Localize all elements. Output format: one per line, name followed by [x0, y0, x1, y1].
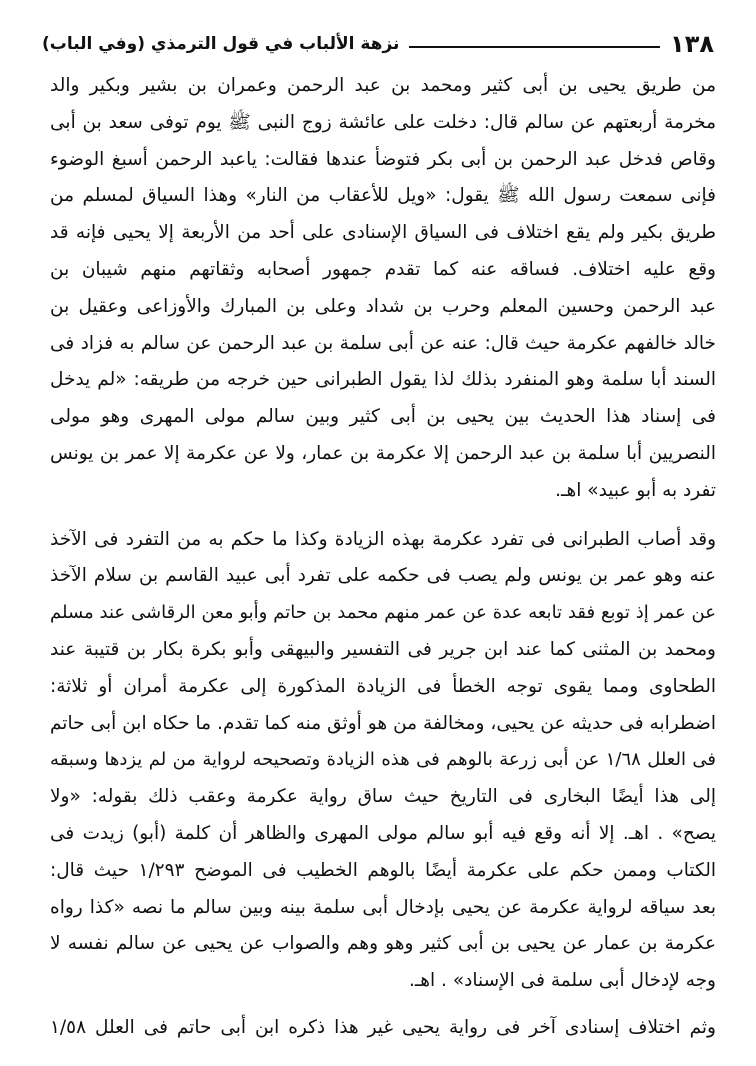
text-line: فى العلل ١/٦٨ عن أبى زرعة بالوهم فى هذه الزيادة وتصحيحه لرواية من لم يزدها وسبقه	[50, 749, 716, 771]
text-line: تفرد به أبو عبيد» اهـ.	[555, 479, 716, 501]
paragraph	[50, 522, 716, 1000]
text-line: الكتاب وممن حكم على عكرمة أيضًا بالوهم الخطيب فى الموضح ١/٢٩٣ حيث قال:	[50, 859, 716, 881]
text-line: فى إسناد هذا الحديث بين يحيى بن أبى كثير وبين سالم مولى المهرى وهو مولى	[50, 406, 716, 428]
text-line: مخرمة أربعتهم عن سالم قال: دخلت على عائشة زوج النبى ﷺ يوم توفى سعد بن أبى	[50, 111, 716, 133]
paragraph-gap	[50, 510, 716, 522]
paragraph	[50, 68, 716, 510]
text-line: وثم اختلاف إسنادى آخر فى رواية يحيى غير هذا ذكره ابن أبى حاتم فى العلل ١/٥٨	[50, 1016, 716, 1038]
paragraph-gap	[50, 1000, 716, 1010]
text-line: خالد خالفهم عكرمة حيث قال: عنه عن أبى سلمة بن عبد الرحمن عن سالم به فزاد فى	[50, 332, 716, 354]
text-line: الطحاوى ومما يقوى توجه الخطأ فى الزيادة المذكورة إلى عكرمة أمران أو ثلاثة:	[50, 675, 716, 697]
text-line: يصح» . اهـ. إلا أنه وقع فيه أبو سالم مولى المهرى والظاهر أن كلمة (أبو) زيدت فى	[50, 822, 716, 844]
text-line: وقد أصاب الطبرانى فى تفرد عكرمة بهذه الزيادة وكذا ما حكم به من التفرد فى الآخذ	[50, 528, 716, 550]
text-line: فإنى سمعت رسول الله ﷺ يقول: «ويل للأعقاب من النار» وهذا السياق لمسلم من	[50, 185, 716, 207]
page-body	[50, 68, 716, 1047]
header-rule	[409, 46, 660, 48]
text-line: عن عمر إذ توبع فقد تابعه عدة عن عمر منهم محمد بن حاتم وأبو معن الرقاشى عند مسلم	[50, 602, 716, 624]
text-line: عكرمة بن عمار عن يحيى بن أبى كثير وهو وهم والصواب عن يحيى عن سالم نفسه لا	[50, 933, 716, 955]
text-line: إلى هذا أيضًا البخارى فى التاريخ حيث ساق رواية عكرمة وعقب ذلك بقوله: «ولا	[50, 786, 716, 808]
page-header	[42, 26, 714, 62]
running-title: نزهة الألباب في قول الترمذي (وفي الباب)	[42, 34, 400, 54]
text-line: طريق بكير ولم يقع اختلاف فى السياق الإسنادى على أحد من الأربعة إلا يحيى فإنه قد	[50, 222, 716, 244]
text-line: وجه لإدخال أبى سلمة فى الإسناد» . اهـ.	[408, 970, 716, 992]
text-line: بعد سياقه لرواية عكرمة عن يحيى بإدخال أبى سلمة بينه وبين سالم ما نصه «كذا رواه	[50, 896, 716, 918]
text-line: وقاص فدخل عبد الرحمن بن أبى بكر فتوضأ عندها فقالت: ياعبد الرحمن أسبغ الوضوء	[50, 148, 716, 170]
text-line: وقع عليه اختلاف. فساقه عنه كما تقدم جمهور أصحابه وثقاتهم منهم شيبان بن	[50, 258, 716, 280]
text-line: اضطرابه فى حديثه عن يحيى، ومخالفة من هو أوثق منه كما تقدم. ما حكاه ابن أبى حاتم	[50, 712, 716, 734]
page-number: ١٣٨	[670, 30, 714, 58]
text-line: النصريين أبا سلمة بن عبد الرحمن إلا عكرمة بن عمار، ولا عن عكرمة إلا عمر بن يونس	[50, 442, 716, 464]
text-line: السند أبا سلمة وهو المنفرد بذلك لذا يقول الطبرانى حين خرجه من طريقه: «لم يدخل	[50, 369, 716, 391]
text-line: عنه وهو عمر بن يونس ولم يصب فى حكمه على تفرد أبى عبيد القاسم بن سلام الآخذ	[50, 565, 716, 587]
text-line: ومحمد بن المثنى كما عند ابن جرير فى التفسير والبيهقى وأبو بكرة بكار بن قتيبة عند	[50, 638, 716, 660]
paragraph	[50, 1010, 716, 1047]
text-line: من طريق يحيى بن أبى كثير ومحمد بن عبد الرحمن وعمران بن بشير وبكير والد	[50, 75, 716, 96]
text-line: عبد الرحمن وحسين المعلم وحرب بن شداد وعلى بن المبارك والأوزاعى وعقيل بن	[50, 295, 716, 317]
